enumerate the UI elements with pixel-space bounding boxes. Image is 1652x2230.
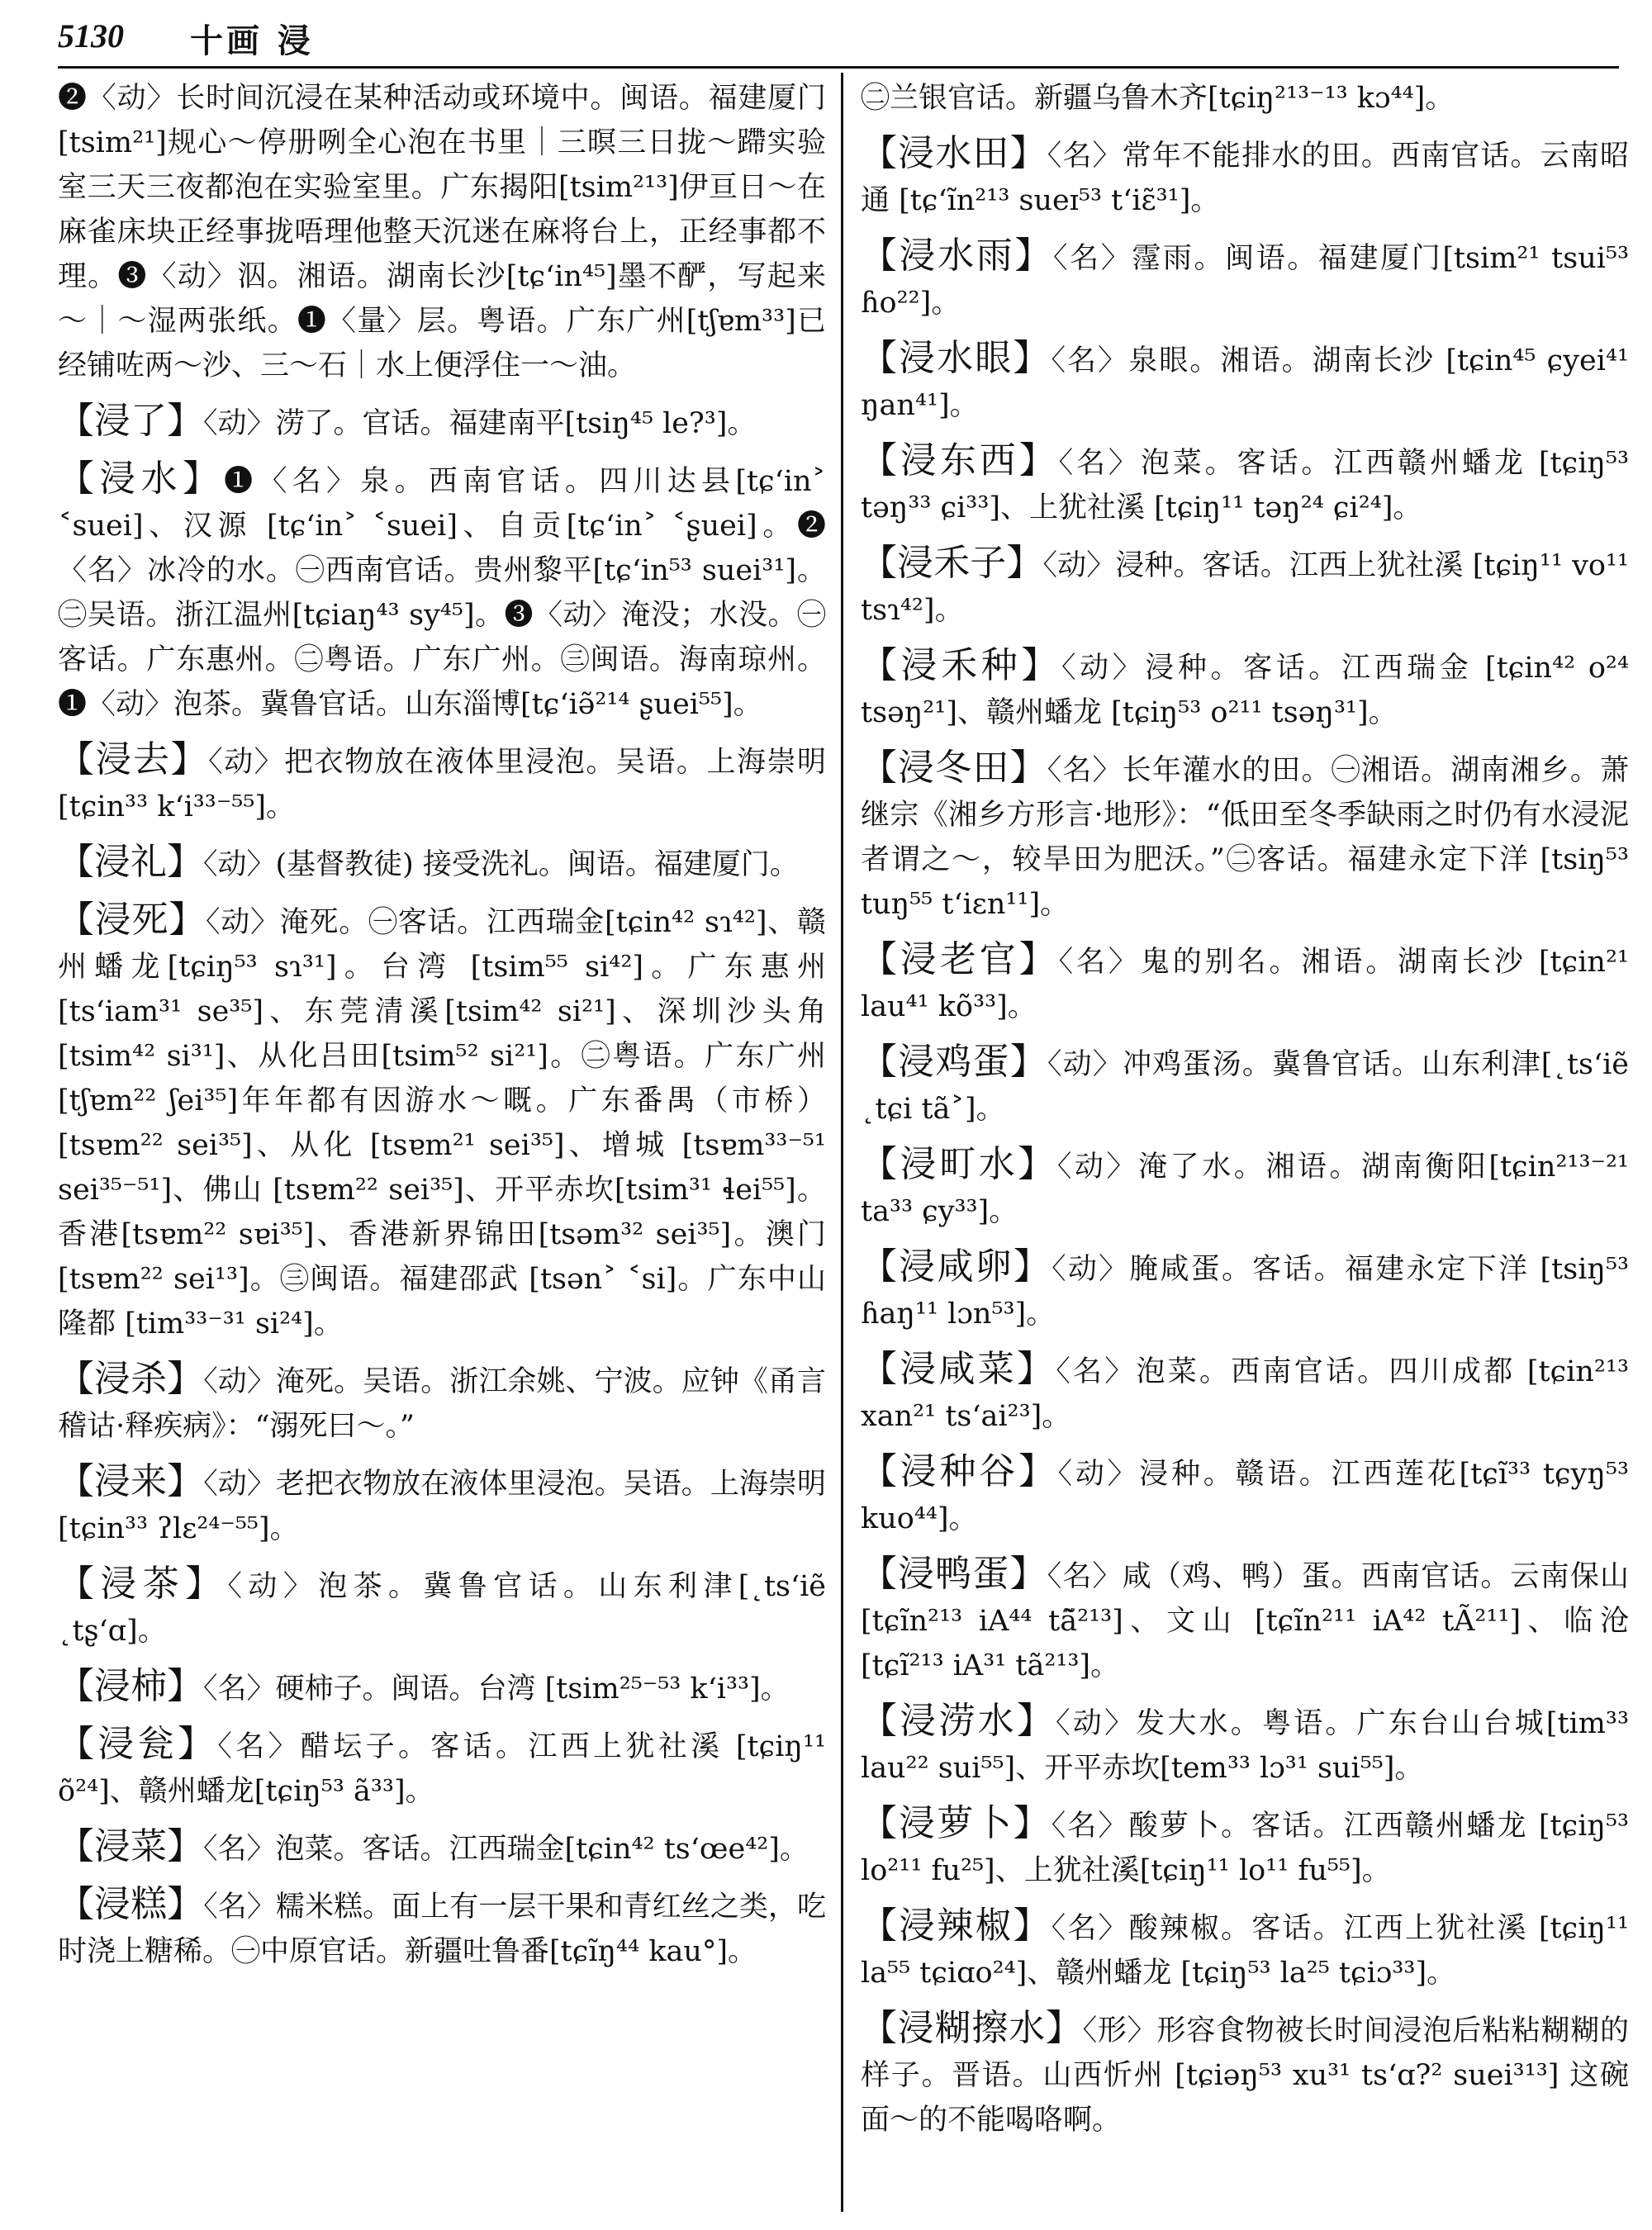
entry-headword: 【浸糊擦水】 xyxy=(861,2007,1083,2049)
entry-definition: 〈名〉泉眼。湘语。湖南长沙 [tɕin⁴⁵ ɕyei⁴¹ ŋan⁴¹]。 xyxy=(861,344,1630,422)
entry-headword: 【浸禾子】 xyxy=(861,542,1043,584)
entry-headword: 【浸冬田】 xyxy=(861,747,1047,789)
left-column xyxy=(58,76,826,1985)
dictionary-entry xyxy=(861,1904,1629,1995)
entry-headword: 【浸水田】 xyxy=(861,132,1047,174)
entry-headword: 【浸去】 xyxy=(58,738,209,780)
entry-definition: 〈名〉泡菜。客话。江西瑞金[tɕin⁴² tsʻœe⁴²]。 xyxy=(203,1833,809,1866)
entry-definition: 〈动〉涝了。官话。福建南平[tsiŋ⁴⁵ le?³]。 xyxy=(203,407,757,440)
entry-definition: 〈名〉醋坛子。客话。江西上犹社溪 [tɕiŋ¹¹ õ²⁴]、赣州蟠龙[tɕiŋ⁵³ ã³³]。 xyxy=(58,1730,827,1808)
entry-definition: 〈动〉(基督教徒) 接受洗礼。闽语。福建厦门。 xyxy=(203,848,799,881)
entry-definition: 〈动〉腌咸蛋。客话。福建永定下洋 [tsiŋ⁵³ ɦaŋ¹¹ lɔn⁵³]。 xyxy=(861,1253,1630,1331)
right-column xyxy=(861,76,1629,2153)
entry-definition: 〈动〉浸种。客话。江西瑞金 [tɕin⁴² o²⁴ tsəŋ²¹]、赣州蟠龙 [tɕiŋ⁵³ o²¹¹ tsəŋ³¹]。 xyxy=(861,652,1629,729)
dictionary-entry xyxy=(861,746,1629,927)
entry-definition: 〈动〉泡茶。冀鲁官话。山东利津[˛tsʻiẽ ˛tʂʻɑ]。 xyxy=(58,1570,827,1648)
page-number: 5130 xyxy=(58,17,124,55)
dictionary-entry xyxy=(861,76,1629,121)
dictionary-entry xyxy=(58,1824,826,1872)
entry-definition: 〈名〉硬柿子。闽语。台湾 [tsim²⁵⁻⁵³ kʻi³³]。 xyxy=(203,1672,790,1706)
entry-definition: ❶〈名〉泉。西南官话。四川达县[tɕʻin˃ ˂suei]、汉源 [tɕʻin˃ ˂suei]、自贡[tɕʻin˃ ˂ʂuei]。❷〈名〉冰冷的水。㊀西南官话。贵州黎平[tɕʻin⁵³ suei³¹]。㊁吴语。浙江温州[tɕiaŋ⁴³ sy⁴⁵]。❸〈动〉淹没；水没。㊀客话。广东惠州。㊁粤语。广东广州。㊂闽语。海南琼州。❶〈动〉泡茶。冀鲁官话。山东淄博[tɕʻiə̃²¹⁴ ʂuei⁵⁵]。 xyxy=(58,465,827,721)
entry-headword: 【浸种谷】 xyxy=(861,1450,1058,1492)
dictionary-entry xyxy=(861,1347,1629,1439)
entry-headword: 【浸水雨】 xyxy=(861,235,1054,277)
entry-definition: 〈动〉淹了水。湘语。湖南衡阳[tɕin²¹³⁻²¹ ta³³ ɕy³³]。 xyxy=(861,1151,1630,1228)
entry-definition: 〈动〉浸种。客话。江西上犹社溪 [tɕiŋ¹¹ vo¹¹ tsɿ⁴²]。 xyxy=(861,549,1630,627)
dictionary-entry xyxy=(861,336,1629,428)
dictionary-entry xyxy=(861,2006,1629,2142)
entry-headword: 【浸水】 xyxy=(58,458,225,500)
entry-definition: 〈动〉冲鸡蛋汤。冀鲁官话。山东利津[˛tsʻiẽ ˛tɕi tã˃]。 xyxy=(861,1048,1630,1126)
dictionary-entry xyxy=(861,643,1629,735)
dictionary-entry xyxy=(58,1357,826,1449)
entry-definition: 〈名〉泡菜。西南官话。四川成都 [tɕin²¹³ xan²¹ tsʻai²³]。 xyxy=(861,1355,1630,1433)
entry-headword: 【浸来】 xyxy=(58,1460,204,1502)
entry-definition: 〈名〉霪雨。闽语。福建厦门[tsim²¹ tsui⁵³ ɦo²²]。 xyxy=(861,242,1630,320)
page-header xyxy=(58,12,1619,69)
entry-headword: 【浸鸡蛋】 xyxy=(861,1041,1047,1083)
entry-definition: 〈动〉老把衣物放在液体里浸泡。吴语。上海崇明 [tɕin³³ ʔlɛ²⁴⁻⁵⁵]。 xyxy=(58,1468,826,1545)
entry-headword: 【浸涝水】 xyxy=(861,1700,1056,1742)
entry-definition: 〈名〉糯米糕。面上有一层干果和青红丝之类，吃时浇上糖稀。㊀中原官话。新疆吐鲁番[tɕĩŋ⁴⁴ kau°]。 xyxy=(58,1891,826,1968)
dictionary-entry xyxy=(58,840,826,887)
entry-definition: 〈形〉形容食物被长时间浸泡后粘粘糊糊的样子。晋语。山西忻州 [tɕiəŋ⁵³ xu³¹ tsʻɑ?² suei³¹³] 这碗面～的不能喝咯啊。 xyxy=(861,2014,1629,2137)
entry-headword: 【浸礼】 xyxy=(58,841,203,883)
dictionary-entry xyxy=(861,1552,1629,1688)
dictionary-entry xyxy=(58,1459,826,1551)
entry-definition: 〈名〉泡菜。客话。江西赣州蟠龙 [tɕiŋ⁵³ təŋ³³ ɕi³³]、上犹社溪 [tɕiŋ¹¹ təŋ²⁴ ɕi²⁴]。 xyxy=(861,447,1630,524)
entry-headword: 【浸咸菜】 xyxy=(861,1348,1056,1390)
entry-definition: 〈动〉发大水。粤语。广东台山台城[tim³³ lau²² sui⁵⁵]、开平赤坎[tem³³ lɔ³¹ sui⁵⁵]。 xyxy=(861,1707,1629,1785)
dictionary-entry xyxy=(861,131,1629,223)
entry-headword: 【浸辣椒】 xyxy=(861,1905,1051,1947)
entry-headword: 【浸柿】 xyxy=(58,1665,203,1707)
entry-headword: 【浸死】 xyxy=(58,899,206,941)
dictionary-entry xyxy=(861,1040,1629,1132)
dictionary-entry xyxy=(58,1722,826,1814)
entry-definition: ㊁兰银官话。新疆乌鲁木齐[tɕiŋ²¹³⁻¹³ kɔ⁴⁴]。 xyxy=(861,82,1455,115)
entry-definition: 〈名〉鬼的别名。湘语。湖南长沙 [tɕin²¹ lau⁴¹ kõ³³]。 xyxy=(861,946,1630,1023)
dictionary-entry xyxy=(861,439,1629,530)
dictionary-entry xyxy=(58,898,826,1346)
dictionary-entry xyxy=(861,1142,1629,1234)
dictionary-entry xyxy=(861,541,1629,633)
dictionary-entry xyxy=(58,1562,826,1654)
header-rule xyxy=(58,66,1619,69)
entry-definition: 〈动〉淹死。吴语。浙江余姚、宁波。应钟《甬言稽诂·释疾病》：“溺死曰～。” xyxy=(58,1365,826,1443)
dictionary-entry xyxy=(861,234,1629,325)
entry-headword: 【浸了】 xyxy=(58,400,203,442)
entry-definition: 〈动〉浸种。赣语。江西莲花[tɕĩ³³ tɕyŋ⁵³ kuo⁴⁴]。 xyxy=(861,1458,1630,1535)
entry-definition: 〈动〉把衣物放在液体里浸泡。吴语。上海崇明[tɕin³³ kʻi³³⁻⁵⁵]。 xyxy=(58,746,826,823)
entry-headword: 【浸町水】 xyxy=(861,1143,1057,1185)
dictionary-entry xyxy=(58,457,826,727)
dictionary-entry xyxy=(861,1245,1629,1336)
dictionary-entry xyxy=(861,1801,1629,1893)
entry-definition: 〈名〉常年不能排水的田。西南官话。云南昭通 [tɕʻĩn²¹³ sueɪ⁵³ tʻiɛ̃³¹]。 xyxy=(861,140,1629,217)
entry-definition: ❷〈动〉长时间沉浸在某种活动或环境中。闽语。福建厦门[tsim²¹]规心～停册咧全心泡在书里｜三暝三日拢～蹛实验室三天三夜都泡在实验室里。广东揭阳[tsim²¹³]伊亘日～在麻雀床块正经事拢唔理他整天沉迷在麻将台上，正经事都不理。❸〈动〉泅。湘语。湖南长沙[tɕʻin⁴⁵]墨不酽，写起来～｜～湿两张纸。❶〈量〉层。粤语。广东广州[tʃɐm³³]已经铺咗两～沙、三～石｜水上便浮住一～油。 xyxy=(58,82,826,382)
column-divider xyxy=(841,73,843,2212)
dictionary-entry xyxy=(861,1699,1629,1791)
dictionary-entry xyxy=(58,399,826,446)
entry-headword: 【浸茶】 xyxy=(58,1563,228,1605)
dictionary-entry xyxy=(861,1450,1629,1541)
entry-headword: 【浸禾种】 xyxy=(861,644,1061,686)
entry-definition: 〈动〉淹死。㊀客话。江西瑞金[tɕin⁴² sɿ⁴²]、赣州蟠龙[tɕiŋ⁵³ sɿ³¹]。台湾 [tsim⁵⁵ si⁴²]。广东惠州 [tsʻiam³¹ se³⁵]、东莞清溪[tsim⁴² si²¹]、深圳沙头角[tsim⁴² si³¹]、从化吕田[tsim⁵² si²¹]。㊁粤语。广东广州[tʃɐm²² ʃei³⁵]年年都有因游水～嘅。广东番禺（市桥）[tsɐm²² sei³⁵]、从化 [tsɐm²¹ sei³⁵]、增城 [tsɐm³³⁻⁵¹ sei³⁵⁻⁵¹]、佛山 [tsɐm²² sei³⁵]、开平赤坎[tsim³¹ ɬei⁵⁵]。香港[tsɐm²² sɐi³⁵]、香港新界锦田[tsəm³² sei³⁵]。澳门[tsɐm²² sei¹³]。㊂闽语。福建邵武 [tsən˃ ˂si]。广东中山隆都 [tim³³⁻³¹ si²⁴]。 xyxy=(58,906,827,1340)
dictionary-entry xyxy=(58,1664,826,1711)
section-title: 十画 浸 xyxy=(190,21,314,60)
dictionary-entry xyxy=(861,937,1629,1029)
dictionary-entry xyxy=(58,76,826,388)
entry-definition: 〈名〉酸辣椒。客话。江西上犹社溪 [tɕiŋ¹¹ la⁵⁵ tɕiɑo²⁴]、赣州蟠龙 [tɕiŋ⁵³ la²⁵ tɕiɔ³³]。 xyxy=(861,1912,1630,1990)
entry-headword: 【浸东西】 xyxy=(861,439,1059,482)
entry-headword: 【浸萝卜】 xyxy=(861,1802,1051,1844)
entry-headword: 【浸咸卵】 xyxy=(861,1245,1052,1288)
dictionary-entry xyxy=(58,738,826,829)
entry-headword: 【浸糕】 xyxy=(58,1883,204,1925)
entry-headword: 【浸老官】 xyxy=(861,938,1059,980)
entry-headword: 【浸鸭蛋】 xyxy=(861,1553,1047,1595)
entry-definition: 〈名〉咸（鸡、鸭）蛋。西南官话。云南保山 [tɕĩn²¹³ iA⁴⁴ tã̃²¹³]、文山 [tɕĩn²¹¹ iA⁴² tÃ²¹¹]、临沧 [tɕĩ²¹³ iA³¹ tã²¹³]。 xyxy=(861,1560,1629,1682)
dictionary-entry xyxy=(58,1882,826,1974)
entry-headword: 【浸杀】 xyxy=(58,1358,204,1400)
entry-definition: 〈名〉长年灌水的田。㊀湘语。湖南湘乡。萧继宗《湘乡方形言·地形》：“低田至冬季缺雨之时仍有水浸泥者谓之～，较旱田为肥沃。”㊁客话。福建永定下洋 [tsiŋ⁵³ tuŋ⁵⁵ tʻiɛn¹¹]。 xyxy=(861,754,1629,921)
entry-headword: 【浸水眼】 xyxy=(861,337,1051,379)
entry-definition: 〈名〉酸萝卜。客话。江西赣州蟠龙 [tɕiŋ⁵³ lo²¹¹ fu²⁵]、上犹社溪[tɕiŋ¹¹ lo¹¹ fu⁵⁵]。 xyxy=(861,1810,1630,1887)
entry-headword: 【浸菜】 xyxy=(58,1825,203,1867)
entry-headword: 【浸瓮】 xyxy=(58,1723,218,1765)
